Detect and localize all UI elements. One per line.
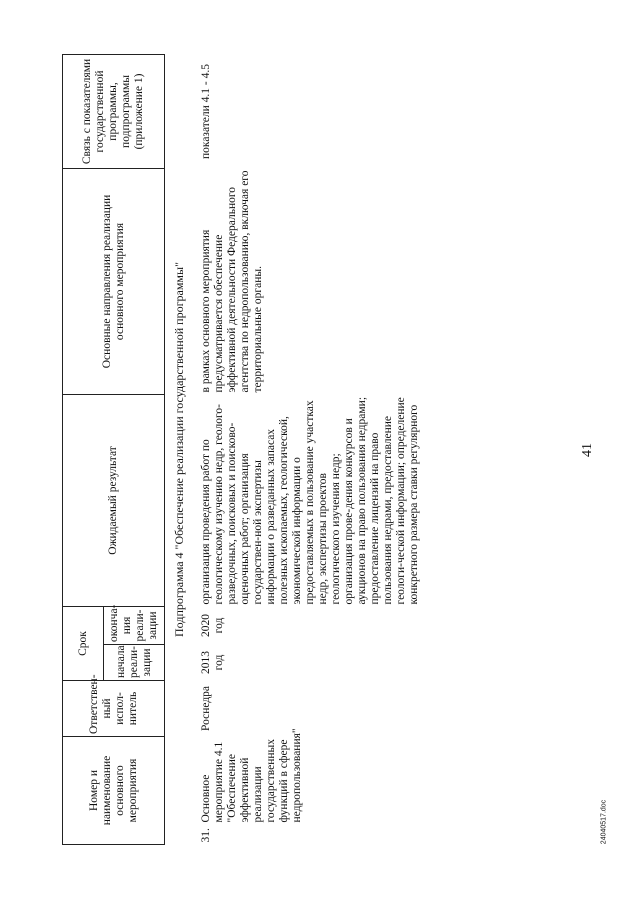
measures-table	[62, 54, 421, 845]
directions-cell: в рамках основного мероприятия предусматривается обеспечение эффективной деятельности Федерального агентства по недропользованию, включая его территориальные органы.	[200, 170, 264, 393]
header-directions: Основные направления реализации основного мероприятия	[63, 168, 165, 394]
header-term-end: оконча-ния реали-зации	[104, 606, 165, 644]
page-number: 41	[580, 443, 595, 457]
header-responsible: Ответствен-ный испол-нитель	[63, 681, 165, 737]
end-cell: 2020 год	[200, 614, 225, 637]
header-link: Связь с показателями государственной программы, подпрограммы (приложение 1)	[63, 54, 165, 168]
result-cell: организация проведения работ по геологическому изучению недр, геолого-разведочных, поисковых и поисково-оценочных работ; организация государствен-ной экспертизы информации о разведанных запасах полезных ископаемых, геологической, экономической информации о предоставляемых в пользование участках недр, экспертизы проектов геологического изучения недр; организация прове-дения конкурсов и аукционов на право пользования недрами; предоставление лицензий на право пользования недрами, предоставление геологи-ческой информации; определение конкретного размера ставки регулярного	[200, 396, 420, 605]
start-cell: 2013 год	[200, 651, 225, 674]
header-term: Срок	[63, 606, 104, 680]
table-row	[194, 54, 421, 844]
header-measure: Номер и наименование основного мероприятия	[63, 737, 165, 845]
rotated-page-content	[62, 55, 602, 845]
subprogram-title: Подпрограмма 4 "Обеспечение реализации государственной программы"	[172, 262, 186, 637]
responsible-cell: Роснедра	[200, 685, 212, 732]
row-number: 31.	[200, 828, 212, 843]
link-cell: показатели 4.1 - 4.5	[200, 63, 212, 159]
footer-filename: 24040517.doc	[600, 799, 608, 845]
header-term-start: начала реали-зации	[104, 645, 165, 681]
measure-name: Основное мероприятие 4.1 "Обеспечение эффективной реализации государственных функций в сфере недропользования"	[200, 728, 303, 823]
header-result: Ожидаемый результат	[63, 394, 165, 606]
measure-cell	[194, 728, 421, 845]
